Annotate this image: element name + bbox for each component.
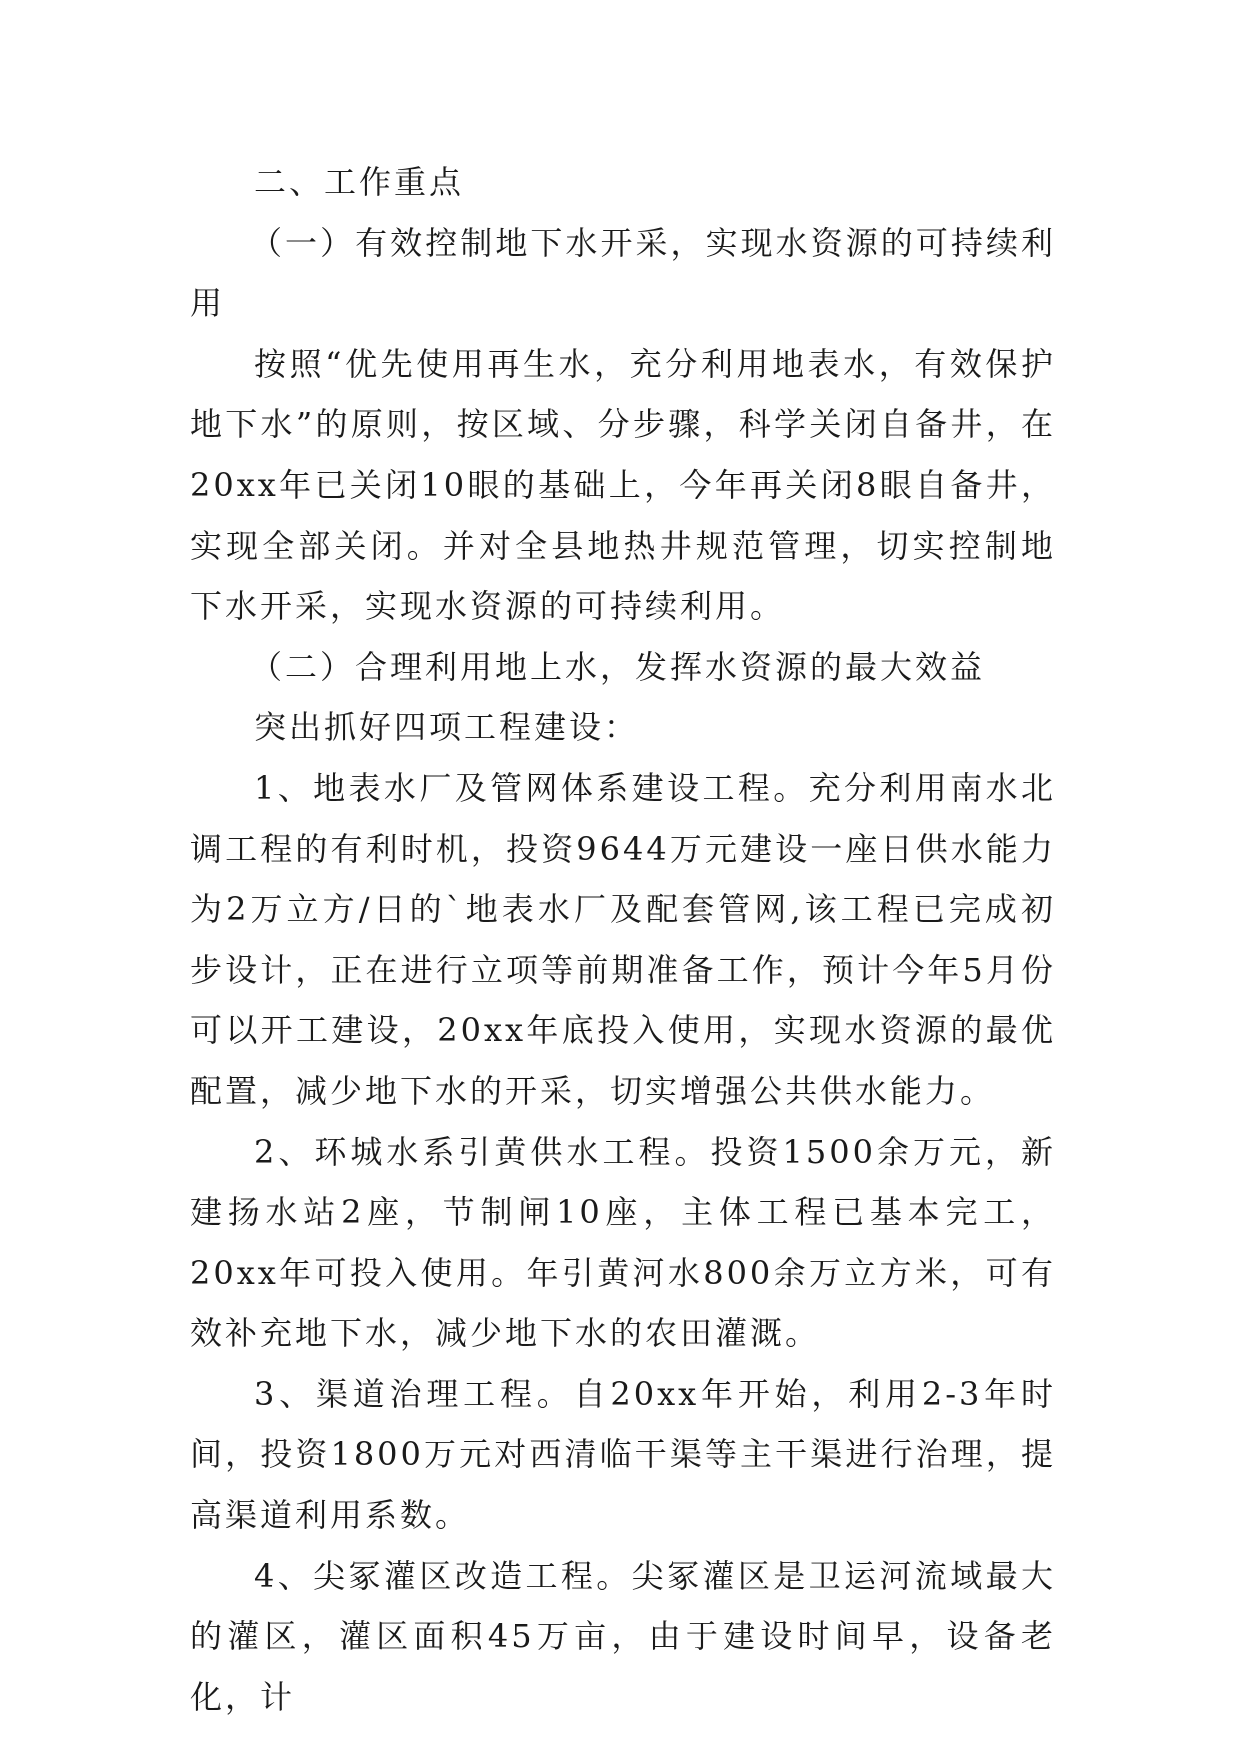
list-item-2: 2、环城水系引黄供水工程。投资1500余万元，新建扬水站2座，节制闸10座，主体工程已基本完工，20xx年可投入使用。年引黄河水800余万立方米，可有效补充地下水，减少地下水的农田灌溉。 (190, 1132, 1056, 1353)
list-item-3: 3、渠道治理工程。自20xx年开始，利用2-3年时间，投资1800万元对西清临干渠等主干渠进行治理，提高渠道利用系数。 (190, 1374, 1056, 1535)
section-title: 二、工作重点 (254, 163, 465, 201)
paragraph-groundwater: 按照“优先使用再生水，充分利用地表水，有效保护地下水”的原则，按区域、分步骤，科学关闭自备井，在20xx年已关闭10眼的基础上，今年再关闭8眼自备井，实现全部关闭。并对全县地热井规范管理，切实控制地下水开采，实现水资源的可持续利用。 (190, 344, 1056, 626)
paragraph-intro: 突出抓好四项工程建设： (254, 708, 640, 747)
document-body (190, 152, 1056, 1727)
subsection-title-1: （一）有效控制地下水开采，实现水资源的可持续利用 (190, 223, 1056, 323)
list-item-1: 1、地表水厂及管网体系建设工程。充分利用南水北调工程的有利时机，投资9644万元建设一座日供水能力为2万立方/日的`地表水厂及配套管网,该工程已完成初步设计，正在进行立项等前期准备工作，预计今年5月份可以开工建设，20xx年底投入使用，实现水资源的最优配置，减少地下水的开采，切实增强公共供水能力。 (190, 768, 1056, 1110)
list-item-4: 4、尖冢灌区改造工程。尖冢灌区是卫运河流域最大的灌区，灌区面积45万亩，由于建设时间早，设备老化，计 (190, 1556, 1056, 1716)
subsection-title-2: （二）合理利用地上水，发挥水资源的最大效益 (250, 647, 986, 686)
